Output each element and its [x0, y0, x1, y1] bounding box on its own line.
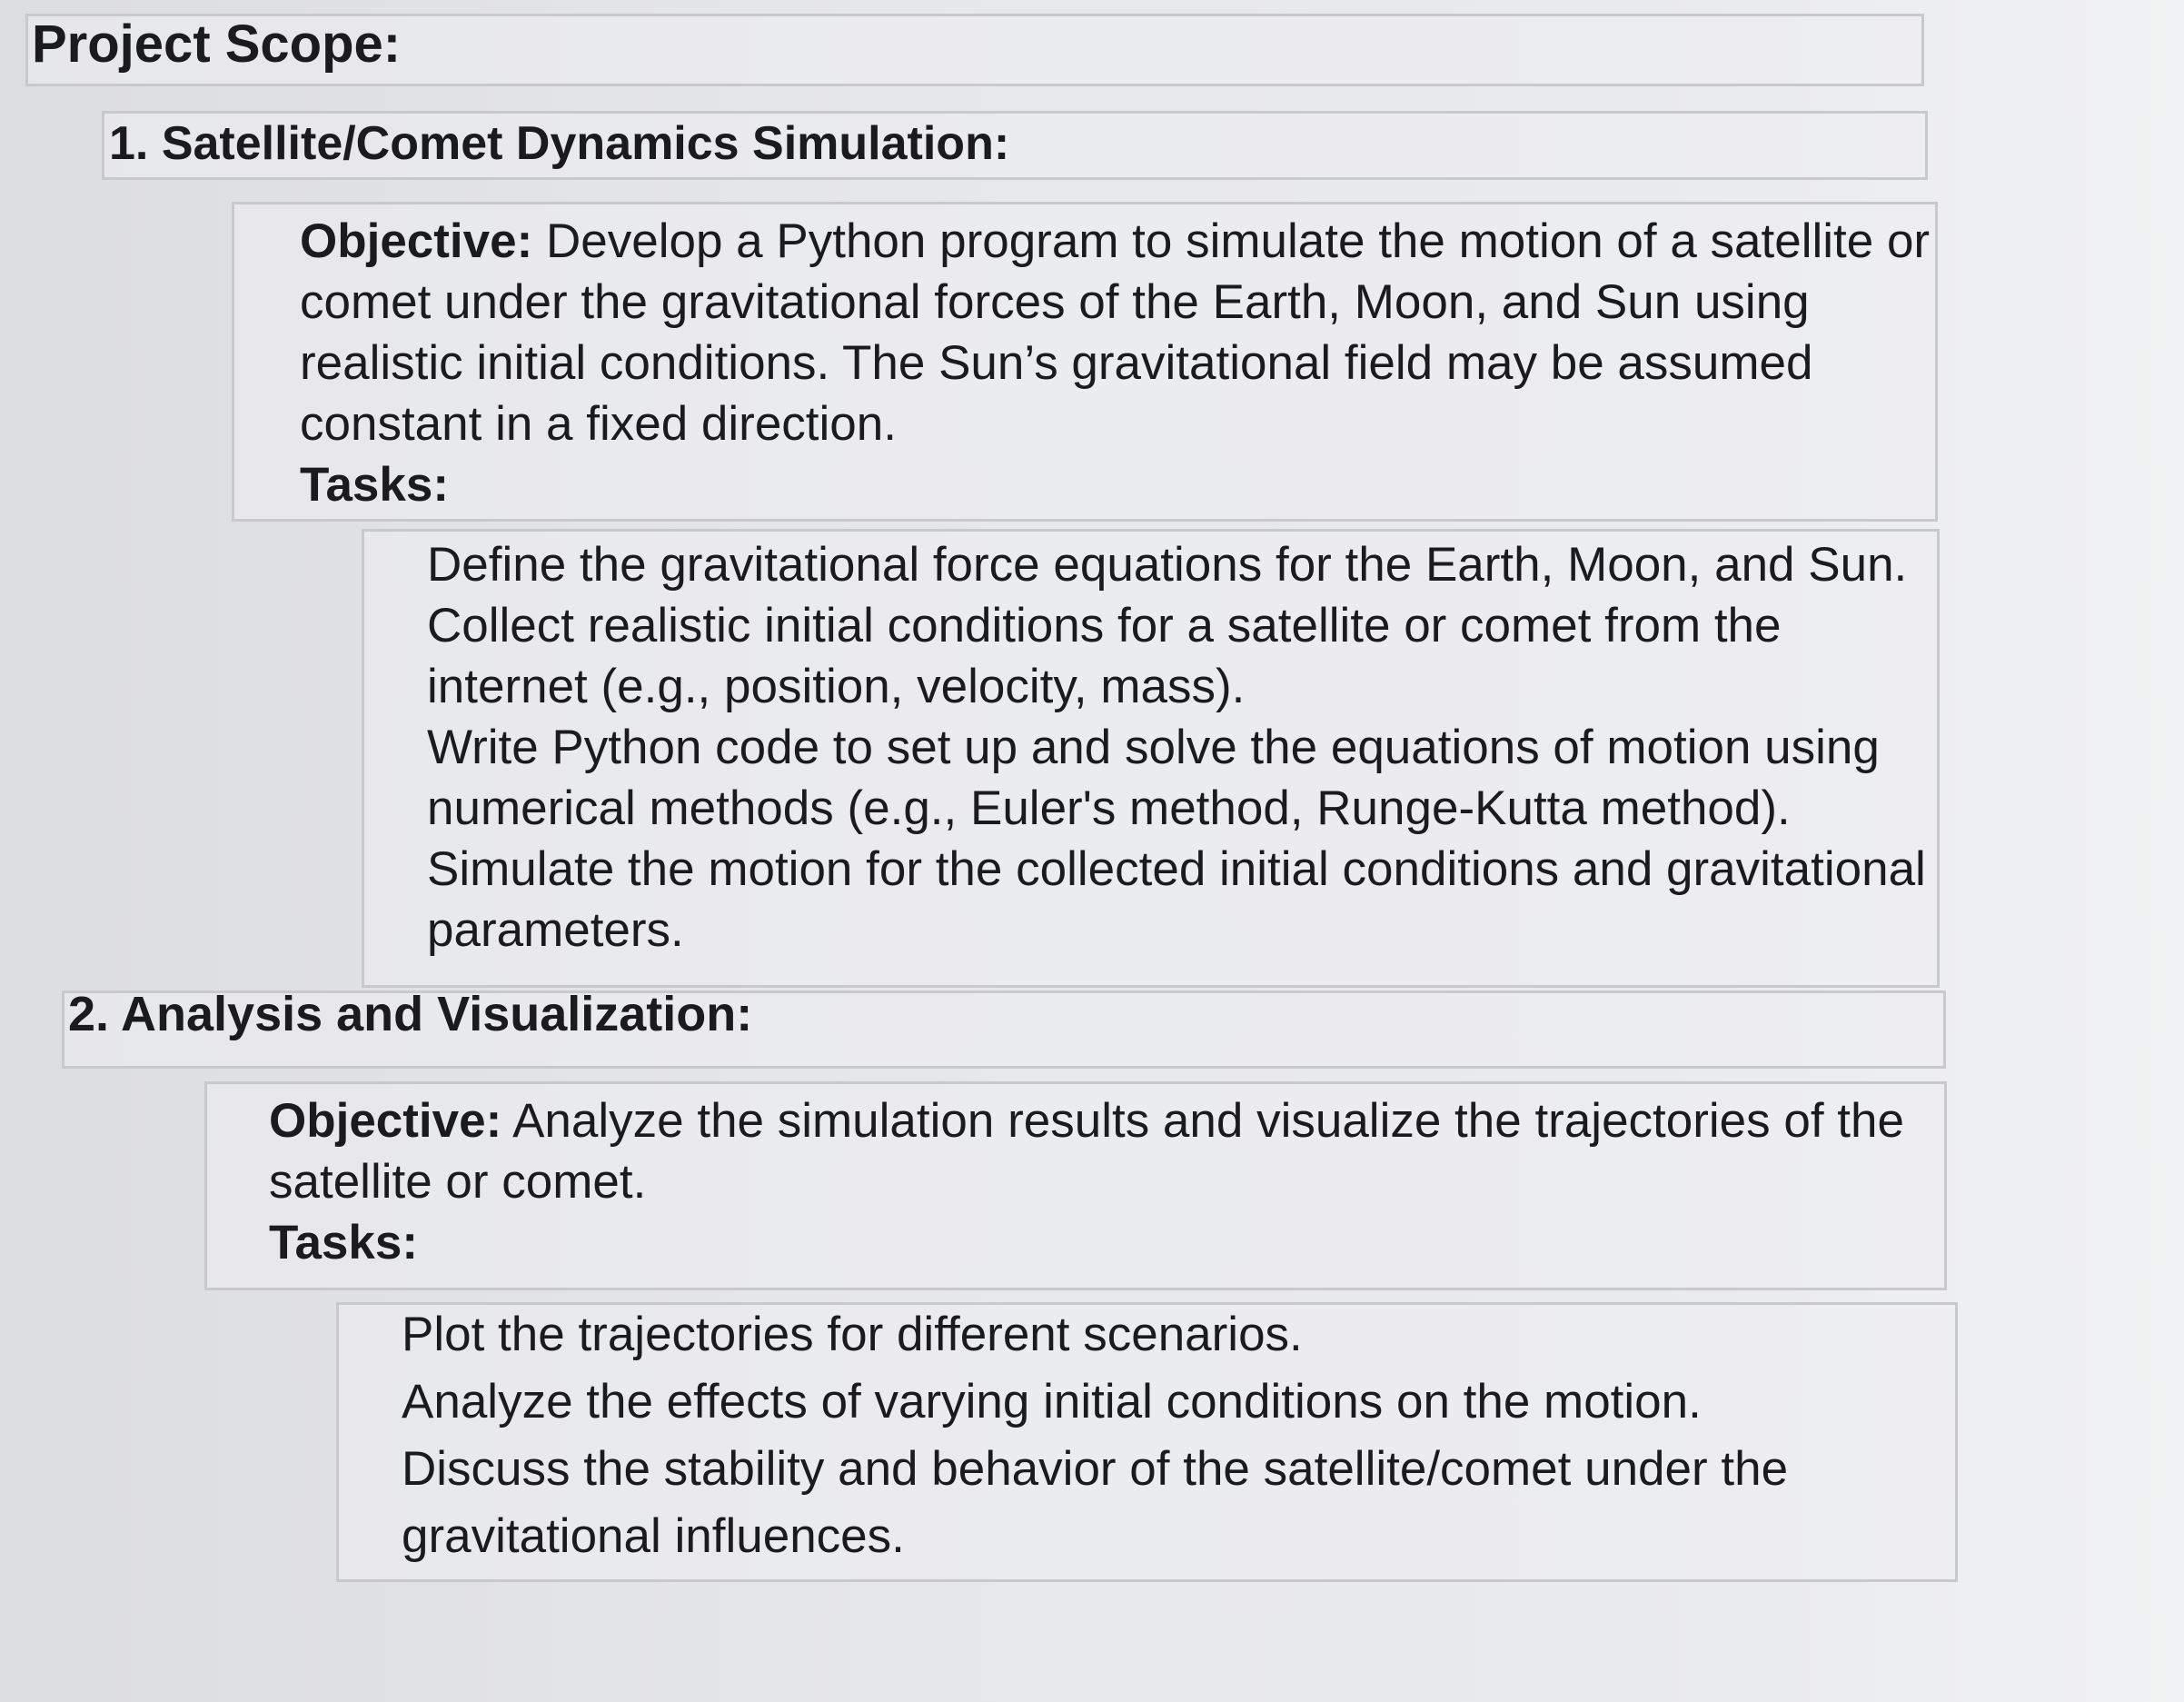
task-line: Write Python code to set up and solve the equations of motion using: [427, 721, 1880, 774]
task-line: parameters.: [427, 903, 684, 957]
section-2-objective-line: Analyze the simulation results and visualize the trajectories of the: [512, 1094, 1904, 1148]
task-line: Simulate the motion for the collected initial conditions and gravitational: [427, 842, 1926, 896]
section-2-objective-line: satellite or comet.: [269, 1155, 647, 1209]
section-2-objective: [269, 1090, 1904, 1273]
section-1-tasks-list: [427, 534, 1926, 960]
section-2-objective-label: Objective:: [269, 1094, 502, 1148]
task-line: internet (e.g., position, velocity, mass).: [427, 660, 1246, 713]
task-line: Plot the trajectories for different scenarios.: [402, 1308, 1303, 1361]
section-1-objective-line: comet under the gravitational forces of the Earth, Moon, and Sun using: [300, 275, 1810, 329]
section-1-objective-label: Objective:: [300, 214, 533, 268]
task-line: gravitational influences.: [402, 1509, 905, 1563]
task-line: Analyze the effects of varying initial conditions on the motion.: [402, 1375, 1702, 1428]
project-scope-title: Project Scope:: [32, 15, 402, 74]
section-1-heading: 1. Satellite/Comet Dynamics Simulation:: [109, 117, 1010, 170]
task-line: Discuss the stability and behavior of the satellite/comet under the: [402, 1442, 1789, 1496]
section-1-objective-line: constant in a fixed direction.: [300, 397, 897, 451]
section-1-tasks-label: Tasks:: [300, 458, 449, 512]
section-1-objective: [300, 211, 1930, 515]
task-line: numerical methods (e.g., Euler's method, Runge-Kutta method).: [427, 781, 1791, 835]
section-2-tasks-list: [402, 1301, 1788, 1570]
section-1-objective-line: realistic initial conditions. The Sun’s gravitational field may be assumed: [300, 336, 1813, 390]
task-line: Define the gravitational force equations for the Earth, Moon, and Sun.: [427, 538, 1908, 592]
section-2-tasks-label: Tasks:: [269, 1216, 418, 1269]
section-1-objective-line: Develop a Python program to simulate the motion of a satellite or: [546, 214, 1931, 268]
task-line: Collect realistic initial conditions for a satellite or comet from the: [427, 599, 1782, 652]
section-2-heading: 2. Analysis and Visualization:: [68, 987, 753, 1041]
